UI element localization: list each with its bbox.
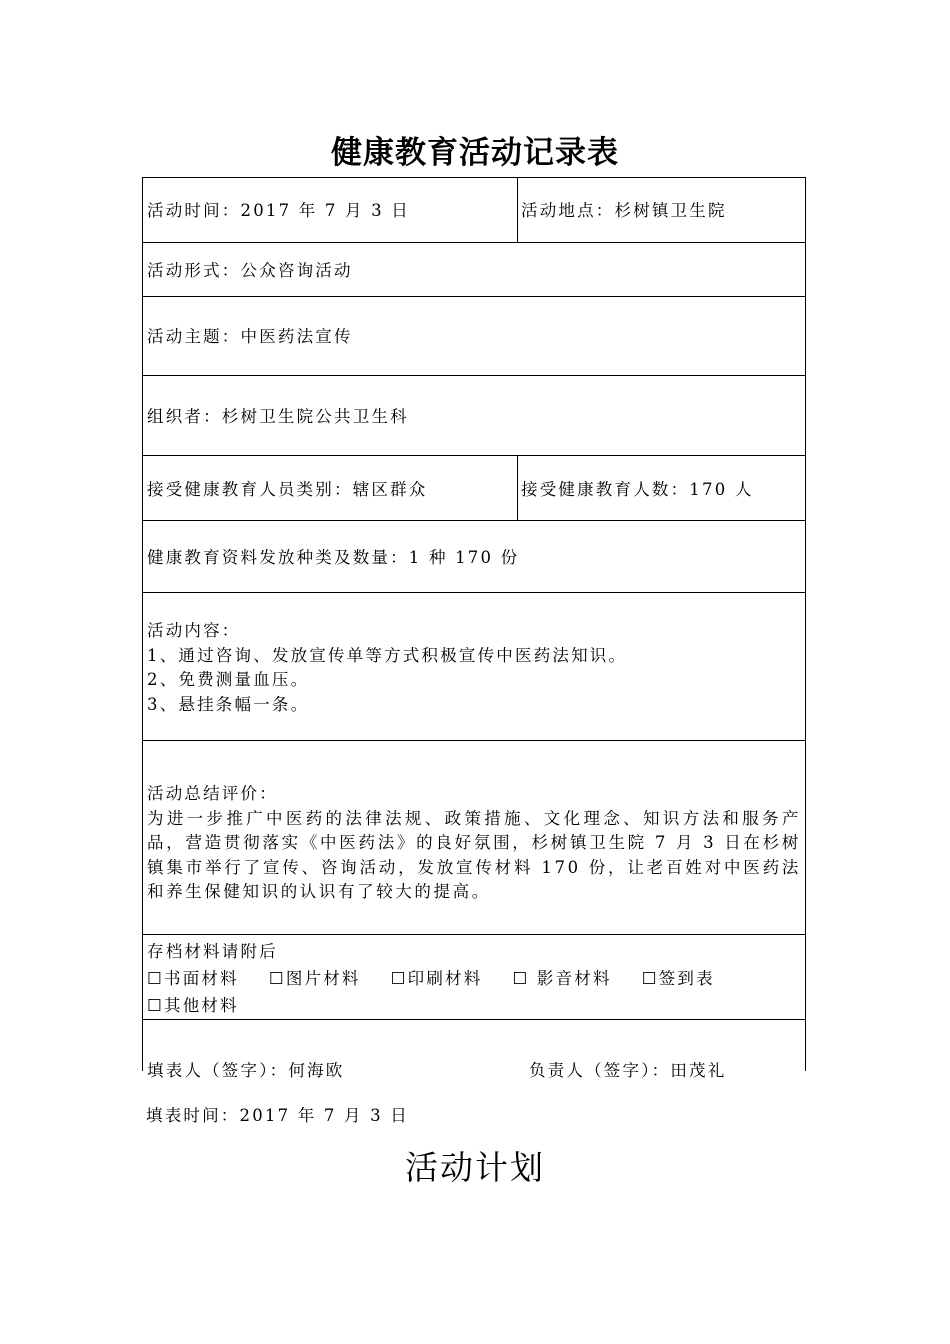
activity-time: 活动时间：2017 年 7 月 3 日: [147, 201, 411, 220]
record-title: 健康教育活动记录表: [331, 135, 619, 171]
organizer: 组织者：杉树卫生院公共卫生科: [147, 407, 409, 426]
record-form: [142, 177, 806, 1080]
row-divider: [143, 296, 805, 297]
content-item: 2、免费测量血压。: [147, 670, 310, 689]
row-divider: [143, 375, 805, 376]
archive-option[interactable]: ☐图片材料: [268, 969, 361, 988]
archive-option-label: 其他材料: [164, 996, 239, 1015]
content-heading: 活动内容：: [147, 621, 241, 640]
section-title: 活动计划: [405, 1148, 545, 1187]
column-divider: [517, 455, 518, 520]
archive-option[interactable]: ☐签到表: [641, 969, 715, 988]
audience-type: 接受健康教育人员类别：辖区群众: [147, 480, 428, 499]
content-item: 1、通过咨询、发放宣传单等方式积极宣传中医药法知识。: [147, 645, 628, 665]
archive-option-label: 印刷材料: [407, 969, 483, 988]
audience-count: 接受健康教育人数：170 人: [521, 480, 754, 499]
summary-text: 为进一步推广中医药的法律法规、政策措施、文化理念、知识方法和服务产品，营造贯彻落实《中医药法》的良好氛围，杉树镇卫生院 7 月 3 日在杉树镇集市举行了宣传、咨询活动，发放宣传材料 170 份，让老百姓对中医药法和养生保健知识的认识有了较大的提高。: [147, 808, 801, 901]
archive-option[interactable]: ☐其他材料: [147, 996, 239, 1015]
activity-content: [147, 619, 627, 717]
row-divider: [143, 1019, 805, 1020]
activity-form: 活动形式：公众咨询活动: [147, 261, 353, 280]
archive-option[interactable]: ☐ 影音材料: [512, 969, 612, 988]
column-divider: [517, 178, 518, 242]
materials-distributed: 健康教育资料发放种类及数量：1 种 170 份: [147, 548, 520, 567]
row-divider: [143, 455, 805, 456]
row-divider: [143, 592, 805, 593]
row-divider: [143, 740, 805, 741]
archive-heading: 存档材料请附后: [147, 942, 278, 961]
responsible-signature: 负责人（签字）：田茂礼: [529, 1061, 727, 1080]
fill-time: 填表时间：2017 年 7 月 3 日: [146, 1106, 410, 1125]
activity-location: 活动地点：杉树镇卫生院: [521, 201, 727, 220]
row-divider: [143, 520, 805, 521]
archive-option-label: 书面材料: [164, 969, 239, 988]
summary-heading: 活动总结评价：: [147, 784, 278, 803]
content-item: 3、悬挂条幅一条。: [147, 694, 310, 714]
archive-option-label: 影音材料: [529, 969, 612, 988]
filler-signature: 填表人（签字）：何海欧: [147, 1061, 345, 1080]
row-divider: [143, 934, 805, 935]
archive-option-label: 图片材料: [285, 969, 361, 988]
archive-option-label: 签到表: [658, 969, 715, 988]
archive-option[interactable]: ☐书面材料: [147, 969, 239, 988]
row-divider: [143, 242, 805, 243]
activity-summary: [147, 782, 801, 905]
archive-option[interactable]: ☐印刷材料: [390, 969, 483, 988]
activity-theme: 活动主题：中医药法宣传: [147, 327, 353, 346]
archive-materials: [147, 938, 803, 1019]
